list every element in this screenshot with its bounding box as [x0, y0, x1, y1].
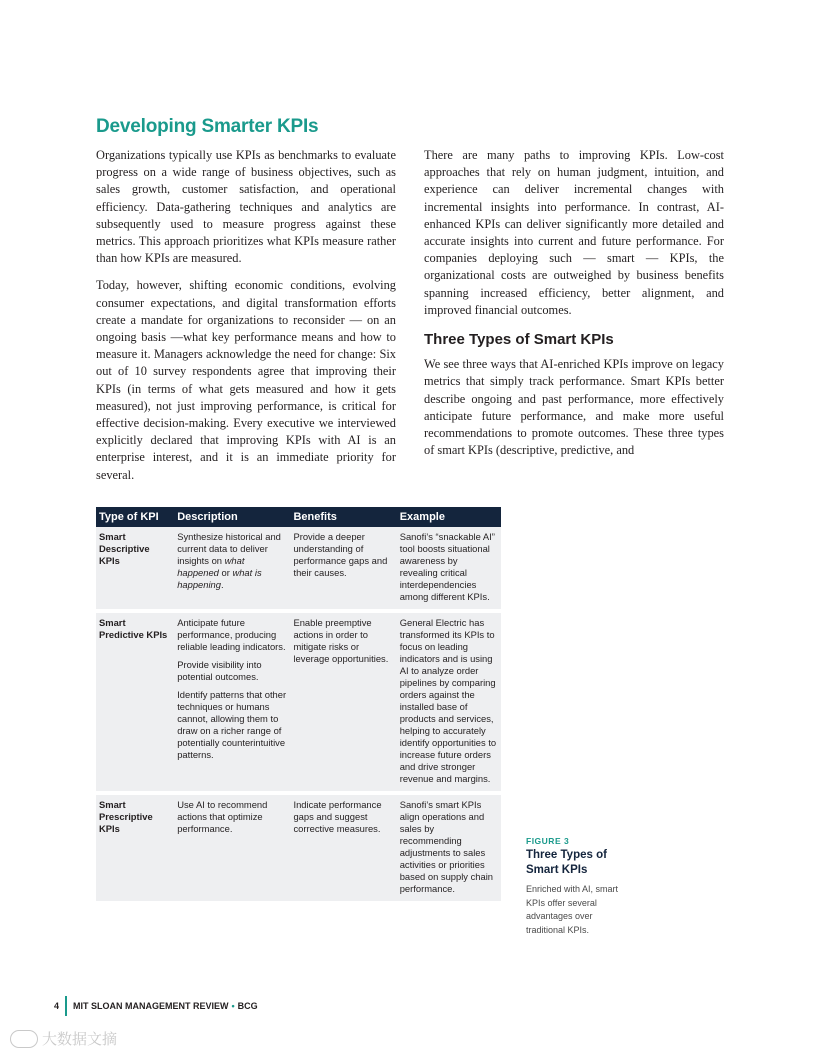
- table-header: Type of KPI: [96, 507, 174, 527]
- page-footer: [54, 996, 258, 1016]
- description-cell: Synthesize historical and current data to deliver insights on what happened or what is happening.: [174, 527, 290, 611]
- watermark-text: 大数据文摘: [42, 1030, 118, 1048]
- description-cell: Anticipate future performance, producing reliable leading indicators. Provide visibility into potential outcomes. Identify patterns that other techniques or humans cannot, allowing them to draw on a richer range of potentially counterintuitive patterns.: [174, 611, 290, 793]
- subheading: Three Types of Smart KPIs: [424, 331, 614, 349]
- watermark-logo-icon: [10, 1030, 38, 1048]
- kpi-type-cell: Smart Descriptive KPIs: [96, 527, 174, 611]
- right-paragraph: There are many paths to improving KPIs. Low-cost approaches that rely on human judgment, intuition, and experience can deliver incremental changes with incremental insights into performance. In contrast, AI-enhanced KPIs can deliver significantly more detailed and accurate insights into current and future performance. For companies deploying such — smart — KPIs, the organizational costs are outweighed by business benefits spanning increased efficiency, better alignment, and improved financial outcomes.: [424, 148, 724, 317]
- left-paragraph: Organizations typically use KPIs as benchmarks to evaluate progress on a wide range of business objectives, such as sales growth, customer satisfaction, and operational efficiency. Data-gathering techniques and analytics are subsequently used to measure progress against these metrics. This approach prioritizes what KPIs measure rather than how KPIs are measured.: [96, 148, 396, 266]
- watermark: [10, 1028, 117, 1049]
- right-column: [424, 147, 724, 469]
- table-header: Example: [397, 507, 501, 527]
- section-title: Developing Smarter KPIs: [96, 116, 319, 137]
- kpi-type-cell: Smart Predictive KPIs: [96, 611, 174, 793]
- table-row: [96, 611, 501, 793]
- example-cell: Sanofi’s “snackable AI” tool boosts situational awareness by revealing critical interdependencies among different KPIs.: [397, 527, 501, 611]
- left-paragraph: Today, however, shifting economic conditions, evolving consumer expectations, and digital transformation efforts create a mandate for organizations to reconsider — on an ongoing basis —what key performance means and how to measure it. Managers acknowledge the need for change: Six out of 10 survey respondents agree that improving their KPIs (in terms of what gets measured and how it gets measured), not just improving performance, is critical for effective decision-making. Every executive we interviewed explicitly declared that improving KPIs with AI is an enterprise interest, and it is an immediate priority for several.: [96, 278, 396, 482]
- description-cell: Use AI to recommend actions that optimize performance.: [174, 793, 290, 903]
- figure-title: Three Types of Smart KPIs: [526, 849, 607, 876]
- figure-label: FIGURE 3: [526, 836, 570, 846]
- figure-description: Enriched with AI, smart KPIs offer several advantages over traditional KPIs.: [526, 884, 619, 935]
- left-column: [96, 147, 396, 494]
- figure-caption: [526, 836, 626, 937]
- right-paragraph: We see three ways that AI-enriched KPIs improve on legacy metrics that simply track performance. Smart KPIs better describe ongoing and past performance, more effectively anticipate future performance, and make more useful recommendations to promote outcomes. These three types of smart KPIs (descriptive, predictive, and: [424, 357, 724, 458]
- benefits-cell: Indicate performance gaps and suggest corrective measures.: [290, 793, 396, 903]
- page-number: 4: [54, 1001, 60, 1011]
- benefits-cell: Enable preemptive actions in order to mitigate risks or leverage opportunities.: [290, 611, 396, 793]
- kpi-type-cell: Smart Prescriptive KPIs: [96, 793, 174, 903]
- benefits-cell: Provide a deeper understanding of performance gaps and their causes.: [290, 527, 396, 611]
- table-header-row: [96, 507, 501, 527]
- example-cell: Sanofi’s smart KPIs align operations and sales by recommending adjustments to sales activities or priorities based on supply chain performance.: [397, 793, 501, 903]
- footer-divider: [65, 996, 67, 1016]
- table-header: Benefits: [290, 507, 396, 527]
- table-row: [96, 527, 501, 611]
- footer-separator: •: [231, 1001, 235, 1011]
- publication-name: MIT SLOAN MANAGEMENT REVIEW: [73, 1001, 229, 1011]
- kpi-table: [96, 507, 501, 905]
- partner-name: BCG: [237, 1001, 258, 1011]
- table-row: [96, 793, 501, 903]
- table-header: Description: [174, 507, 290, 527]
- example-cell: General Electric has transformed its KPIs to focus on leading indicators and is using AI to analyze order pipelines by comparing orders against the installed base of products and services, helping to accurately identify opportunities to increase future orders and drive stronger revenue and margins.: [397, 611, 501, 793]
